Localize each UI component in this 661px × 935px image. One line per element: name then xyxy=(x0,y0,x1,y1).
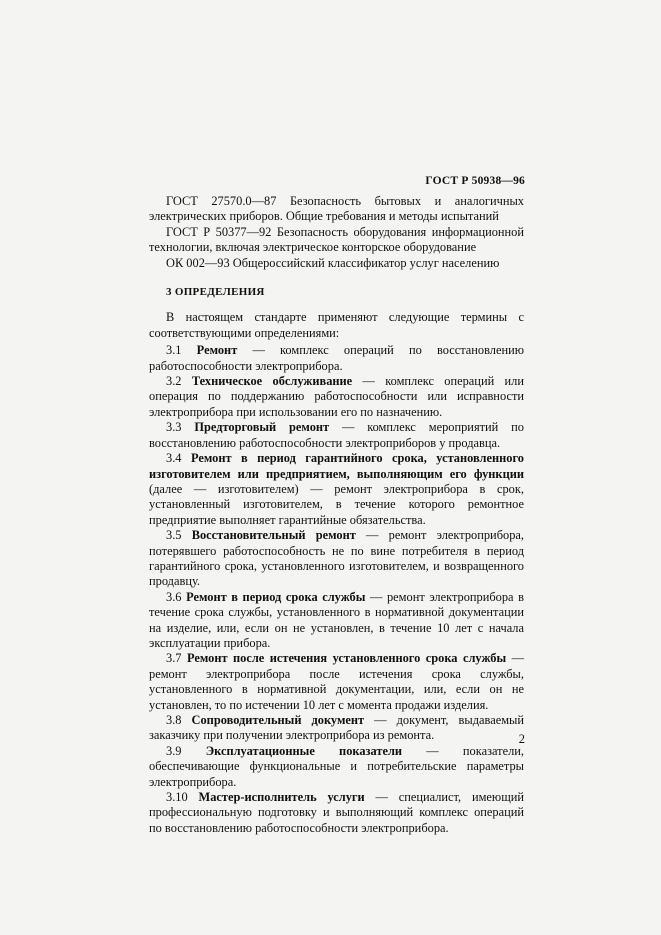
definition-item xyxy=(149,590,524,652)
definition-term: Ремонт в период гарантийного срока, установленного изготовителем или предприятием, выполняющим его функции xyxy=(149,451,524,481)
definition-number: 3.2 xyxy=(166,374,182,389)
definitions-list xyxy=(149,343,524,836)
definition-term: Ремонт в период срока службы xyxy=(186,589,366,604)
definition-number: 3.4 xyxy=(166,451,182,466)
references-list xyxy=(149,194,524,271)
definition-term: Мастер-исполнитель услуги xyxy=(198,790,365,805)
definition-number: 3.8 xyxy=(166,713,182,727)
definition-text: (далее — изготовителем) — ремонт электроприбора в срок, установленный изготовителем, в течение которого ремонтное предприятие выполняет гарантийные обязательства. xyxy=(149,481,524,527)
definition-term: Предторговый ремонт xyxy=(194,420,330,435)
definition-item xyxy=(149,651,524,713)
definition-item xyxy=(149,420,524,451)
page-number: 2 xyxy=(518,732,525,746)
definition-text: — ремонт электроприбора после истечения срока службы, установленного в нормативной документации, или, если он не установлен, то по истечении 10 лет с момента продажи изделия. xyxy=(149,651,524,712)
definition-term: Восстановительный ремонт xyxy=(191,528,356,543)
definition-item xyxy=(149,451,524,528)
definition-text: — документ, выдаваемый заказчику при получении электроприбора из ремонта. xyxy=(149,713,524,743)
definition-text: — ремонт электроприбора, потерявшего работоспособность не по вине потребителя в период гарантийного срока, установленного изготовителем, и возвращенного продавцу. xyxy=(149,528,524,589)
definition-number: 3.7 xyxy=(166,651,182,666)
definition-number: 3.5 xyxy=(166,528,182,543)
definition-term: Сопроводительный документ xyxy=(191,713,365,727)
definition-text: — ремонт электроприбора в течение срока службы, установленного в нормативной документации на изделие, или, если он не установлен, в течение 10 лет с начала эксплуатации прибора. xyxy=(149,589,524,650)
definition-number: 3.9 xyxy=(166,743,182,758)
definition-text: — специалист, имеющий профессиональную подготовку и выполняющий комплекс операций по восстановлению работоспособности электроприбора. xyxy=(149,790,524,835)
definition-item xyxy=(149,744,524,790)
definition-text: — комплекс операций или операция по поддержанию работоспособности или исправности электроприбора при использовании его по назначению. xyxy=(149,374,524,419)
definition-text: — комплекс операций по восстановлению работоспособности электроприбора. xyxy=(149,343,524,373)
definition-term: Эксплуатационные показатели xyxy=(205,743,403,758)
definition-text: — показатели, обеспечивающие функциональные и потребительские параметры электроприбора. xyxy=(149,743,524,789)
definition-item xyxy=(149,374,524,420)
definition-term: Ремонт после истечения установленного срока службы xyxy=(186,651,507,666)
reference-item: ОК 002—93 Общероссийский классификатор услуг населению xyxy=(166,255,500,270)
reference-item: ГОСТ 27570.0—87 Безопасность бытовых и аналогичных электрических приборов. Общие требования и методы испытаний xyxy=(149,194,524,224)
definition-number: 3.3 xyxy=(166,420,182,435)
section-intro: В настоящем стандарте применяют следующие термины с соответствующими определениями: xyxy=(149,310,524,340)
section-title: 3 ОПРЕДЕЛЕНИЯ xyxy=(166,286,265,299)
reference-item: ГОСТ Р 50377—92 Безопасность оборудования информационной технологии, включая электрическое конторское оборудование xyxy=(149,224,524,255)
definition-number: 3.6 xyxy=(166,589,182,604)
definition-text: — комплекс мероприятий по восстановлению работоспособности электроприборов у продавца. xyxy=(149,420,524,450)
definition-number: 3.10 xyxy=(166,790,188,805)
page-body xyxy=(149,194,524,836)
document-header: ГОСТ Р 50938—96 xyxy=(425,175,525,187)
definition-item xyxy=(149,790,524,836)
definition-item xyxy=(149,713,524,744)
definition-term: Техническое обслуживание xyxy=(191,374,353,389)
definition-term: Ремонт xyxy=(196,343,238,358)
definition-item xyxy=(149,343,524,374)
definition-number: 3.1 xyxy=(166,343,182,358)
definition-item xyxy=(149,528,524,590)
